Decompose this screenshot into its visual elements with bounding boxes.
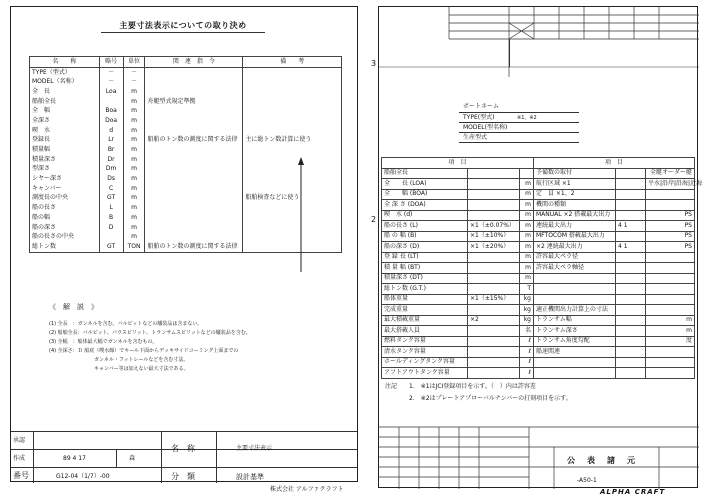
spec-left-unit-cell: ℓ: [520, 347, 534, 358]
dimension-unit-cell: TON: [123, 242, 145, 252]
spec-left-value-cell: ×1（±0.07%）: [468, 221, 520, 232]
spec-left-label-cell: アフトアウトタンク容量: [382, 368, 468, 379]
dimension-name-cell: 総トン数: [30, 242, 100, 252]
col-directive-header: 関 連 指 令: [145, 57, 243, 68]
dimension-unit-cell: m: [123, 184, 145, 194]
dimension-abbr-cell: GT: [99, 194, 123, 204]
spec-left-label-cell: 積量深さ (DT): [382, 273, 468, 284]
spec-right-unit-cell: [646, 252, 695, 263]
spec-right-unit-cell: PS: [646, 221, 695, 232]
spec-right-unit-cell: PS: [646, 231, 695, 242]
spec-left-value-cell: [468, 326, 520, 337]
spec-row: [382, 179, 695, 190]
spec-right-label-cell: [534, 294, 616, 305]
dimension-unit-cell: m: [123, 194, 145, 204]
notes-label: 注記: [385, 383, 398, 390]
spec-right-value-cell: [616, 315, 646, 326]
spec-left-unit-cell: m: [520, 273, 534, 284]
spec-right-label-cell: MFTOCOM 搭載最大出力: [534, 231, 616, 242]
spec-left-value-cell: [468, 252, 520, 263]
spec-left-value-cell: [468, 200, 520, 211]
dimension-unit-cell: m: [123, 116, 145, 126]
dimension-unit-cell: m: [123, 106, 145, 116]
spec-right-value-cell: [616, 263, 646, 274]
name-label: 名 称: [171, 444, 195, 453]
spec-right-unit-cell: [646, 294, 695, 305]
spec-left-value-cell: [468, 347, 520, 358]
spec-left-value-cell: ×1（±10%）: [468, 231, 520, 242]
spec-right-label-cell: ×2 連続最大出力: [534, 242, 616, 253]
spec-right-value-cell: [616, 168, 646, 179]
spec-left-unit-cell: m: [520, 242, 534, 253]
dimension-note-cell: 主に総トン数計算に使う: [245, 136, 312, 144]
spec-left-label-cell: 船体重量: [382, 294, 468, 305]
page-mark-2: 2: [371, 215, 377, 224]
spec-right-value-cell: [616, 347, 646, 358]
dimension-directive-cell: 船舶のトン数の測度に関する法律: [145, 136, 243, 146]
spec-left-label-cell: ホールディングタンク容量: [382, 357, 468, 368]
dimension-name-cell: MODEL（名称）: [30, 77, 100, 87]
spec-right-label-cell: 定 員 ×1、2: [534, 189, 616, 200]
dimension-unit-cell: m: [123, 97, 145, 107]
dimension-name-cell: TYPE（型式）: [30, 67, 100, 77]
document-number: G12-04（1/7）-00: [56, 473, 110, 480]
spec-right-label-cell: トランサム角度勾配: [534, 336, 616, 347]
spec-left-unit-cell: m: [520, 200, 534, 211]
col-abbr-header: 略号: [99, 57, 123, 68]
company-name: 株式会社 アルファクラフト: [270, 486, 344, 493]
spec-left-value-cell: ×1（±15%）: [468, 294, 520, 305]
dimension-unit-cell: －: [123, 77, 145, 87]
class-label: 分 類: [171, 472, 195, 481]
spec-right-unit-cell: [646, 284, 695, 295]
spec-left-value-cell: [468, 179, 520, 190]
dimension-name-cell: 登録長: [30, 136, 100, 146]
dimension-name-cell: キャンバー: [30, 184, 100, 194]
left-sheet-title: 主要寸法表示についての取り決め: [119, 21, 247, 30]
spec-row: [382, 200, 695, 211]
dimension-abbr-cell: Loa: [99, 87, 123, 97]
notes-title: 《 解 説 》: [49, 303, 98, 311]
note-line-1: (1) 全長 ：ガンネルを含む。バルピットなどの艤装品は含まない。: [49, 321, 203, 327]
spec-left-value-cell: [468, 336, 520, 347]
spec-right-value-cell: [616, 284, 646, 295]
note-line-4: (4) 全深さ：Ｄ 船底（喫水線）でキール下面からデッキサイドコーミング上面までの: [49, 348, 239, 354]
spec-right-label-cell: 船速関連: [534, 347, 616, 358]
spec-left-value-cell: [468, 305, 520, 316]
spec-right-value-cell: [616, 294, 646, 305]
author-person: 森: [129, 455, 136, 462]
boat-name-label: ボートネーム: [463, 103, 499, 110]
spec-right-header: 項 目: [534, 158, 695, 169]
dimension-abbr-cell: －: [99, 77, 123, 87]
spec-right-value-cell: [616, 336, 646, 347]
spec-right-unit-cell: PS: [646, 210, 695, 221]
spec-right-value-cell: [616, 210, 646, 221]
name-value: 主要寸法表示: [236, 445, 273, 452]
spec-left-unit-cell: m: [520, 231, 534, 242]
author-date: 89 4 17: [63, 455, 86, 462]
spec-left-unit-cell: ℓ: [520, 336, 534, 347]
dimension-abbr-cell: －: [99, 67, 123, 77]
spec-row: [382, 252, 695, 263]
spec-left-value-cell: ×1（±20%）: [468, 242, 520, 253]
spec-left-value-cell: [468, 284, 520, 295]
spec-right-label-cell: トランサム深さ: [534, 326, 616, 337]
spec-row: [382, 221, 695, 232]
dimension-unit-cell: m: [123, 126, 145, 136]
dimension-abbr-cell: D: [99, 223, 123, 233]
spec-right-unit-cell: [646, 263, 695, 274]
dimension-note-cell: 船舶検査などに使う: [245, 194, 300, 202]
spec-row: [382, 231, 695, 242]
spec-left-label-cell: 船の深さ (D): [382, 242, 468, 253]
spec-left-value-cell: [468, 210, 520, 221]
spec-left-value-cell: [468, 263, 520, 274]
spec-left-unit-cell: m: [520, 263, 534, 274]
spec-table-body: [382, 168, 703, 378]
spec-right-unit-cell: [646, 273, 695, 284]
spec-right-label-cell: 許容最大ペラ径: [534, 252, 616, 263]
approval-label: 承認: [13, 437, 26, 444]
title-block-divider-4: [116, 449, 117, 467]
dimension-name-cell: 全 幅: [30, 106, 100, 116]
spec-row: [382, 242, 695, 253]
col-unit-header: 単位: [123, 57, 145, 68]
note-line-6: キャンバー等は加えない最大寸法である。: [94, 366, 189, 372]
note-line-2: (2) 船舶全長：バルピット、バウスピリット、トランサムスピリットなどの艤装品を含む。: [49, 330, 251, 336]
title-block-divider-1: [33, 431, 34, 483]
doc-number: -A50-1: [577, 477, 597, 484]
dimension-unit-cell: m: [123, 136, 145, 146]
spec-left-unit-cell: kg: [520, 305, 534, 316]
revision-blank-cell: [449, 39, 510, 67]
spec-right-label-cell: [534, 368, 616, 379]
spec-left-unit-cell: m: [520, 179, 534, 190]
dimension-name-cell: 全深さ: [30, 116, 100, 126]
dimension-name-cell: 全 長: [30, 87, 100, 97]
dimension-name-cell: シヤー深さ: [30, 174, 100, 184]
spec-table-header: [382, 158, 695, 169]
spec-left-unit-cell: m: [520, 210, 534, 221]
col-name-header: 名 称: [30, 57, 100, 68]
number-label: 番号: [13, 471, 29, 480]
dimension-abbr-cell: B: [99, 213, 123, 223]
spec-left-label-cell: 全 長 (LOA): [382, 179, 468, 190]
upward-arrow-head: [298, 157, 304, 165]
spec-right-label-cell: [534, 284, 616, 295]
spec-row: [382, 168, 695, 179]
spec-left-label-cell: 喫 水 (d): [382, 210, 468, 221]
spec-title: 公 表 諸 元: [567, 456, 637, 465]
spec-right-unit-cell: [646, 200, 695, 211]
dimension-abbr-cell: Br: [99, 145, 123, 155]
spec-right-value-cell: 4 1: [616, 242, 646, 253]
dimension-name-cell: 船の長さの中央: [30, 232, 100, 242]
dimension-unit-cell: m: [123, 87, 145, 97]
spec-left-header: 項 目: [382, 158, 534, 169]
spec-row: [382, 368, 695, 379]
spec-left-label-cell: 船 の 幅 (B): [382, 231, 468, 242]
title-block-divider-2: [161, 431, 162, 483]
spec-right-label-cell: 機関の種類: [534, 200, 616, 211]
spec-left-label-cell: 全 幅 (BOA): [382, 189, 468, 200]
spec-row: [382, 336, 695, 347]
type-note: ※1、※2: [517, 115, 537, 121]
dimension-name-cell: 喫 水: [30, 126, 100, 136]
spec-row: [382, 273, 695, 284]
explanation-arrows: [11, 7, 359, 483]
dimension-name-cell: 船舶全長: [30, 97, 100, 107]
spec-right-unit-cell: m: [646, 315, 695, 326]
dimension-unit-cell: m: [123, 165, 145, 175]
spec-left-unit-cell: [520, 168, 534, 179]
spec-right-value-cell: 4 1: [616, 221, 646, 232]
spec-right-unit-cell: PS: [646, 242, 695, 253]
spec-table: [381, 157, 703, 379]
production-label: 生産型式: [463, 134, 488, 141]
dimension-name-cell: 船の深さ: [30, 223, 100, 233]
spec-left-label-cell: 完成重量: [382, 305, 468, 316]
dimension-abbr-cell: Ds: [99, 174, 123, 184]
spec-right-label-cell: 連続最大出力: [534, 221, 616, 232]
spec-left-label-cell: 清水タンク容量: [382, 347, 468, 358]
spec-right-label-cell: トランサム幅: [534, 315, 616, 326]
spec-left-label-cell: 最大積載重量: [382, 315, 468, 326]
spec-right-unit-cell: 度: [646, 336, 695, 347]
revision-header-grid: [379, 7, 699, 67]
model-label: MODEL(型名称): [463, 124, 508, 131]
dimension-abbr-cell: L: [99, 203, 123, 213]
title-block-top-border: [11, 431, 357, 432]
note-2: 2. ※2はプレートアプローバルナンバーの打刻項目を示す。: [409, 395, 572, 402]
dimension-unit-cell: m: [123, 145, 145, 155]
right-document-sheet: [371, 6, 703, 488]
spec-right-label-cell: [534, 273, 616, 284]
col-note-header: 備 考: [243, 57, 342, 68]
spec-left-label-cell: 最大搭載人員: [382, 326, 468, 337]
spec-right-label-cell: 航行区域 ×1: [534, 179, 616, 190]
note-line-3: (3) 全幅 ：船体最大幅でガンネルを含むもの。: [49, 339, 158, 345]
dimension-unit-cell: m: [123, 203, 145, 213]
dimension-abbr-cell: Dr: [99, 155, 123, 165]
note-1: 1. ※1はJCI登録項目を示す。（ ）内は許容差: [409, 383, 536, 390]
boat-name-box: [459, 103, 579, 147]
spec-right-label-cell: [534, 357, 616, 368]
dimension-abbr-cell: Boa: [99, 106, 123, 116]
spec-row: [382, 284, 695, 295]
dimension-abbr-cell: GT: [99, 242, 123, 252]
spec-left-value-cell: ×2: [468, 315, 520, 326]
spec-right-value-cell: [616, 305, 646, 316]
spec-row: [382, 263, 695, 274]
dimension-unit-cell: －: [123, 67, 145, 77]
spec-right-label-cell: 予備数の取付: [534, 168, 616, 179]
dimension-directive-cell: 舟艇型式規定準拠: [145, 97, 243, 107]
alpha-craft-logo: ALPHA CRAFT: [600, 488, 666, 496]
title-block-divider-3: [216, 431, 217, 483]
spec-right-unit-cell: 平水|沿岸|沿海|近海: [646, 179, 695, 190]
dimension-name-cell: 積量深さ: [30, 155, 100, 165]
spec-left-label-cell: 船舶全長: [382, 168, 468, 179]
dimension-unit-cell: m: [123, 213, 145, 223]
left-document-sheet: [10, 6, 358, 482]
spec-left-label-cell: 積 量 幅 (BT): [382, 263, 468, 274]
dimension-abbr-cell: d: [99, 126, 123, 136]
spec-right-value-cell: [616, 179, 646, 190]
spec-row: [382, 357, 695, 368]
spec-left-value-cell: [468, 357, 520, 368]
dimension-name-cell: 積量幅: [30, 145, 100, 155]
spec-right-unit-cell: [646, 305, 695, 316]
spec-left-value-cell: [468, 368, 520, 379]
spec-left-label-cell: 登 録 長 (LT): [382, 252, 468, 263]
spec-left-label-cell: 燃料タンク容量: [382, 336, 468, 347]
spec-right-label-cell: 適正機関出力計算上の寸法: [534, 305, 616, 316]
spec-left-label-cell: 総トン数 (G.T.): [382, 284, 468, 295]
bottom-title-block-grid: [379, 427, 699, 489]
spec-right-unit-cell: [646, 189, 695, 200]
spec-right-unit-cell: m: [646, 326, 695, 337]
spec-left-label-cell: 船の長さ (L): [382, 221, 468, 232]
dimension-abbr-cell: C: [99, 184, 123, 194]
spec-left-unit-cell: kg: [520, 294, 534, 305]
spec-left-unit-cell: kg: [520, 315, 534, 326]
note-line-5: ガンネル・フットレールなどを含む寸法。: [94, 357, 189, 363]
spec-left-unit-cell: ℓ: [520, 368, 534, 379]
spec-right-value-cell: [616, 326, 646, 337]
spec-row: [382, 315, 695, 326]
spec-right-label-cell: MANUAL ×2 搭載最大出力: [534, 210, 616, 221]
spec-left-label-cell: 全 深 さ (DOA): [382, 200, 468, 211]
spec-left-value-cell: [468, 273, 520, 284]
dimension-name-cell: 測度長の中央: [30, 194, 100, 204]
spec-row: [382, 294, 695, 305]
spec-left-unit-cell: m: [520, 252, 534, 263]
type-label: TYPE(型式): [463, 114, 495, 121]
dimension-abbr-cell: Lr: [99, 136, 123, 146]
dimension-name-cell: 型深さ: [30, 165, 100, 175]
spec-row: [382, 347, 695, 358]
spec-left-value-cell: [468, 189, 520, 200]
spec-left-value-cell: [468, 168, 520, 179]
spec-left-unit-cell: T: [520, 284, 534, 295]
author-label: 作成: [13, 455, 26, 462]
spec-right-value-cell: [616, 357, 646, 368]
spec-right-value-cell: [616, 231, 646, 242]
class-value: 設計基準: [236, 473, 264, 481]
spec-right-unit-cell: [646, 347, 695, 358]
dimension-unit-cell: m: [123, 174, 145, 184]
spec-row: [382, 210, 695, 221]
spec-row: [382, 326, 695, 337]
spec-left-unit-cell: ℓ: [520, 357, 534, 368]
spec-left-unit-cell: m: [520, 221, 534, 232]
dimension-abbr-cell: Doa: [99, 116, 123, 126]
spec-row: [382, 305, 695, 316]
spec-right-unit-cell: [646, 357, 695, 368]
page-mark-3: 3: [371, 59, 377, 68]
spec-left-unit-cell: m: [520, 189, 534, 200]
spec-right-value-cell: [616, 189, 646, 200]
dimension-name-cell: 船の長さ: [30, 203, 100, 213]
spec-right-value-cell: [616, 200, 646, 211]
spec-row: [382, 189, 695, 200]
spec-right-value-cell: [616, 368, 646, 379]
dimension-directive-cell: 船舶のトン数の測度に関する法律: [145, 242, 243, 252]
dimension-name-cell: 船の幅: [30, 213, 100, 223]
spec-right-label-cell: 許容最大ペラ軸径: [534, 263, 616, 274]
dimension-abbr-cell: Dm: [99, 165, 123, 175]
spec-right-value-cell: [616, 252, 646, 263]
dimension-unit-cell: m: [123, 155, 145, 165]
dimension-unit-cell: m: [123, 232, 145, 242]
title-block-row-line-2: [11, 467, 357, 468]
dimension-unit-cell: m: [123, 223, 145, 233]
spec-right-unit-cell: 全艇オーダー艇: [646, 168, 695, 179]
spec-right-value-cell: [616, 273, 646, 284]
spec-left-unit-cell: 名: [520, 326, 534, 337]
spec-right-unit-cell: [646, 368, 695, 379]
